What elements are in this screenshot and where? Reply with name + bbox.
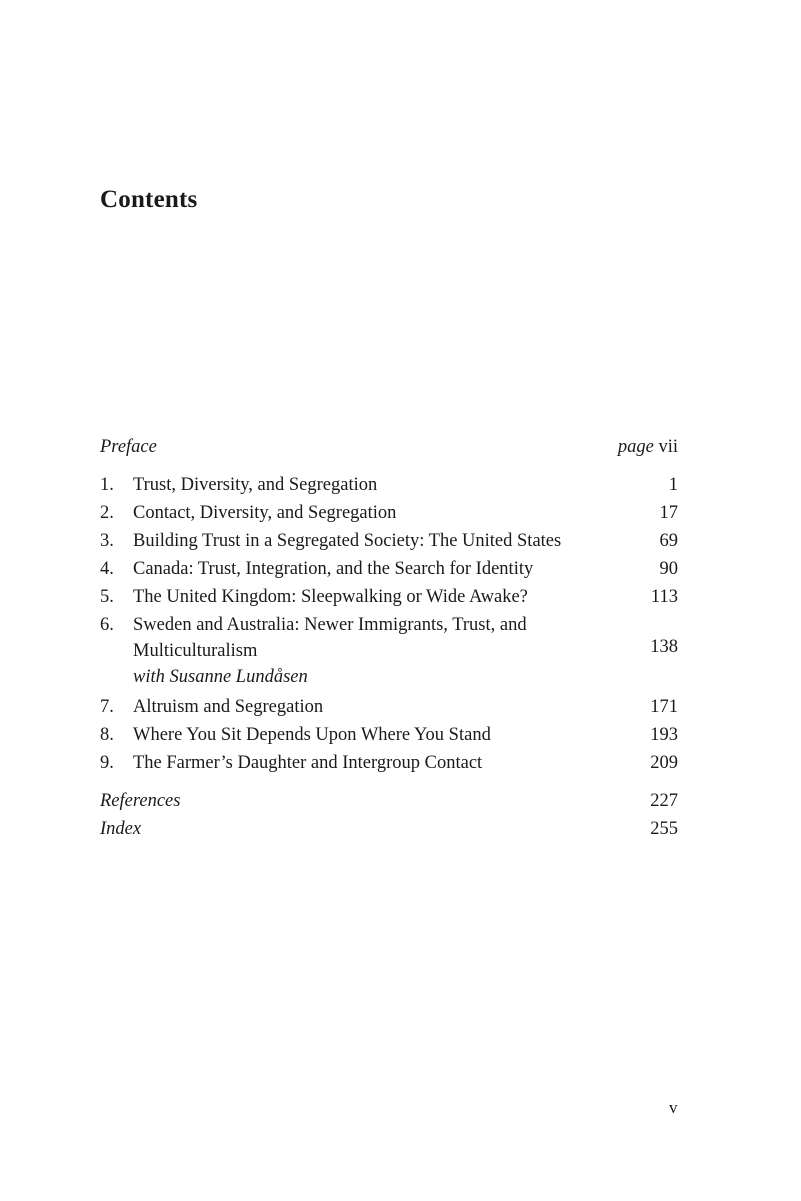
chapter-number: 7. [100, 697, 114, 717]
toc-entry-page: 255 [650, 819, 678, 839]
chapter-coauthor: with Susanne Lundåsen [133, 667, 308, 687]
toc-entry-chapter-4[interactable] [100, 556, 678, 584]
chapter-title: The Farmer’s Daughter and Intergroup Contact [133, 753, 483, 773]
toc-entry-chapter-1[interactable] [100, 472, 678, 500]
toc-entry-chapter-8[interactable] [100, 722, 678, 750]
chapter-number: 9. [100, 753, 114, 773]
chapter-page: 193 [650, 725, 678, 745]
toc-entry-page [598, 434, 678, 460]
toc-entry-label: References [100, 791, 181, 811]
chapter-title: Altruism and Segregation [133, 697, 324, 717]
chapter-title-line-2: Multiculturalism [133, 641, 258, 661]
chapter-title: Canada: Trust, Integration, and the Search for Identity [133, 559, 534, 579]
chapter-title: Building Trust in a Segregated Society: The United States [133, 531, 562, 551]
chapter-page: 69 [659, 531, 678, 551]
chapter-title [133, 612, 598, 690]
chapter-number: 4. [100, 559, 114, 579]
table-of-contents [100, 434, 678, 844]
chapter-page: 17 [659, 503, 678, 523]
page-number: vii [658, 437, 678, 457]
toc-entry-label: Index [100, 819, 142, 839]
chapter-number: 5. [100, 587, 114, 607]
page-folio: v [669, 1098, 678, 1117]
toc-entry-chapter-2[interactable] [100, 500, 678, 528]
chapter-number: 1. [100, 475, 114, 495]
page-prefix: page [617, 437, 654, 457]
page-title: Contents [100, 186, 198, 213]
chapter-number: 6. [100, 615, 114, 635]
chapter-number: 2. [100, 503, 114, 523]
chapter-page: 113 [650, 587, 678, 607]
toc-entry-label: Preface [100, 437, 157, 457]
toc-entry-chapter-3[interactable] [100, 528, 678, 556]
toc-entry-page: 227 [650, 791, 678, 811]
chapter-title: Contact, Diversity, and Segregation [133, 503, 397, 523]
chapter-page: 1 [668, 475, 678, 495]
toc-entry-references[interactable] [100, 788, 678, 816]
chapter-page: 171 [650, 697, 678, 717]
toc-entry-chapter-6[interactable] [100, 612, 678, 690]
chapter-page: 209 [650, 753, 678, 773]
chapter-title: The United Kingdom: Sleepwalking or Wide Awake? [133, 587, 528, 607]
toc-entry-preface[interactable] [100, 434, 678, 462]
chapter-title: Trust, Diversity, and Segregation [133, 475, 378, 495]
toc-entry-chapter-7[interactable] [100, 694, 678, 722]
chapter-title-line-1: Sweden and Australia: Newer Immigrants, Trust, and [133, 615, 527, 635]
toc-entry-chapter-5[interactable] [100, 584, 678, 612]
chapter-page: 138 [650, 637, 678, 657]
chapter-page: 90 [659, 559, 678, 579]
toc-entry-chapter-9[interactable] [100, 750, 678, 778]
chapter-number: 3. [100, 531, 114, 551]
toc-entry-index[interactable] [100, 816, 678, 844]
chapter-number: 8. [100, 725, 114, 745]
chapter-title: Where You Sit Depends Upon Where You Stand [133, 725, 491, 745]
